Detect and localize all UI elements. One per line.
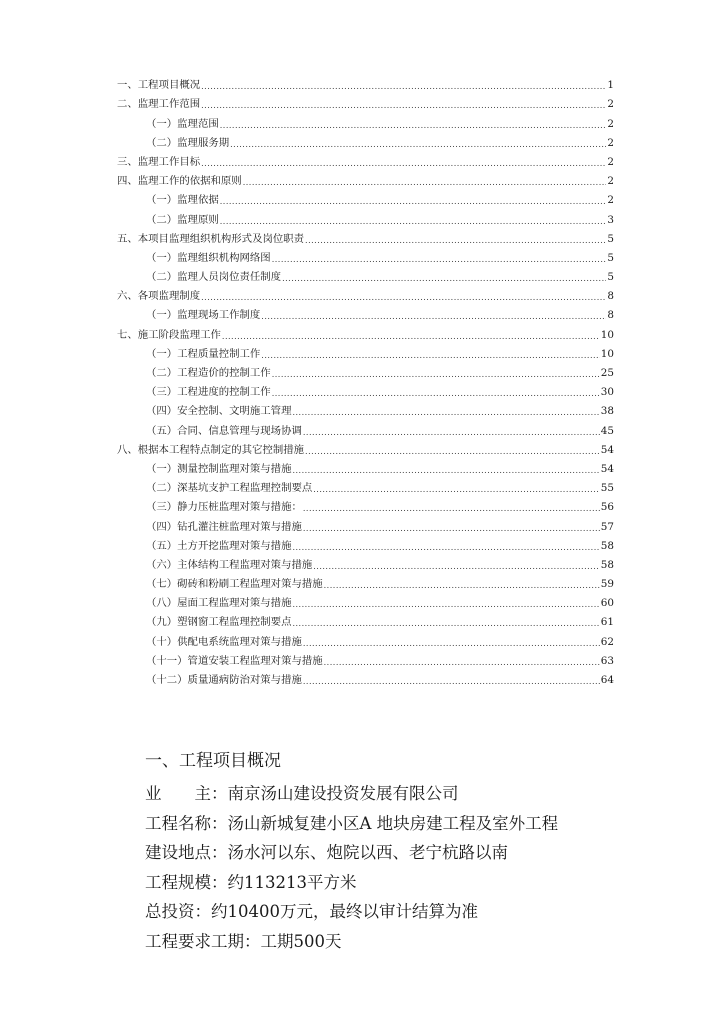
toc-dot-leader bbox=[220, 196, 607, 207]
toc-page-number: 59 bbox=[600, 578, 614, 591]
toc-entry-title: （十二）质量通病防治对策与措施 bbox=[146, 674, 302, 686]
toc-entry-title: （一）监理组织机构网络图 bbox=[146, 251, 271, 264]
toc-entry-title: （二）深基坑支护工程监理控制要点 bbox=[146, 482, 313, 495]
toc-entry-title: （十一）管道安装工程监理对策与措施 bbox=[146, 654, 323, 667]
toc-dot-leader bbox=[324, 580, 600, 591]
toc-page-number: 2 bbox=[607, 194, 614, 207]
toc-entry[interactable] bbox=[117, 610, 614, 629]
toc-page-number: 30 bbox=[600, 386, 614, 399]
toc-dot-leader bbox=[261, 311, 606, 322]
toc-page-number: 38 bbox=[600, 405, 614, 418]
toc-dot-leader bbox=[261, 350, 599, 361]
toc-entry[interactable] bbox=[117, 399, 614, 418]
toc-entry-title: 八、根据本工程特点制定的其它控制措施 bbox=[117, 443, 305, 456]
toc-entry[interactable] bbox=[117, 111, 614, 130]
toc-page-number: 10 bbox=[600, 328, 614, 341]
toc-entry-title: 五、本项目监理组织机构形式及岗位职责 bbox=[117, 232, 305, 245]
toc-dot-leader bbox=[303, 427, 600, 438]
toc-entry[interactable] bbox=[117, 457, 614, 476]
toc-entry[interactable] bbox=[117, 246, 614, 265]
project-info-row bbox=[145, 927, 705, 957]
toc-dot-leader bbox=[201, 158, 606, 169]
toc-entry[interactable] bbox=[117, 438, 614, 457]
toc-dot-leader bbox=[272, 254, 607, 265]
toc-entry[interactable] bbox=[117, 476, 614, 495]
toc-dot-leader bbox=[282, 273, 606, 284]
toc-entry[interactable] bbox=[117, 150, 614, 169]
toc-entry[interactable] bbox=[117, 265, 614, 284]
toc-dot-leader bbox=[292, 407, 599, 418]
table-of-contents bbox=[117, 73, 614, 687]
toc-page-number: 8 bbox=[607, 309, 614, 322]
toc-entry[interactable] bbox=[117, 342, 614, 361]
toc-entry-title: （一）监理依据 bbox=[146, 194, 219, 207]
toc-dot-leader bbox=[201, 81, 606, 92]
toc-page-number: 55 bbox=[600, 482, 614, 495]
toc-entry[interactable] bbox=[117, 495, 614, 514]
toc-dot-leader bbox=[313, 484, 600, 495]
toc-entry[interactable] bbox=[117, 92, 614, 111]
toc-page-number: 25 bbox=[600, 367, 614, 379]
toc-page-number: 62 bbox=[600, 635, 614, 648]
toc-page-number: 57 bbox=[600, 520, 614, 533]
toc-page-number: 45 bbox=[600, 424, 614, 437]
info-value: 汤山新城复建小区A 地块房建工程及室外工程 bbox=[227, 813, 559, 833]
toc-entry-title: （二）监理服务期 bbox=[146, 136, 230, 149]
toc-page-number: 2 bbox=[607, 155, 614, 168]
project-info-list bbox=[145, 779, 705, 956]
toc-dot-leader bbox=[313, 561, 600, 572]
toc-entry-title: （五）土方开挖监理对策与措施 bbox=[146, 539, 292, 552]
toc-dot-leader bbox=[292, 465, 599, 476]
toc-entry[interactable] bbox=[117, 591, 614, 610]
info-value: 约10400万元，最终以审计结算为准 bbox=[211, 902, 478, 921]
toc-entry-title: （九）塑钢窗工程监理控制要点 bbox=[146, 616, 292, 629]
project-info-row bbox=[145, 838, 705, 868]
toc-dot-leader bbox=[305, 446, 600, 457]
toc-page-number: 2 bbox=[607, 98, 614, 111]
toc-entry-title: 四、监理工作的依据和原则 bbox=[117, 175, 242, 188]
toc-entry-title: 六、各项监理制度 bbox=[117, 290, 201, 303]
toc-page-number: 61 bbox=[600, 616, 614, 629]
toc-entry-title: （一）工程质量控制工作 bbox=[146, 347, 261, 360]
project-info-row bbox=[145, 868, 705, 898]
toc-entry[interactable] bbox=[117, 361, 614, 380]
project-info-row bbox=[145, 897, 705, 927]
toc-page-number: 54 bbox=[600, 462, 614, 475]
toc-entry-title: （七）砌砖和粉刷工程监理对策与措施 bbox=[146, 578, 323, 591]
toc-entry-title: 三、监理工作目标 bbox=[117, 155, 201, 168]
toc-entry-title: 一、工程项目概况 bbox=[117, 79, 201, 92]
info-label: 工程规模： bbox=[145, 872, 228, 892]
toc-page-number: 2 bbox=[607, 117, 614, 130]
toc-entry[interactable] bbox=[117, 572, 614, 591]
toc-entry-title: 七、施工阶段监理工作 bbox=[117, 328, 221, 341]
toc-dot-leader bbox=[305, 235, 606, 246]
toc-page-number: 5 bbox=[607, 251, 614, 264]
toc-dot-leader bbox=[292, 599, 599, 610]
toc-entry-title: （八）屋面工程监理对策与措施 bbox=[146, 597, 292, 610]
toc-entry[interactable] bbox=[117, 322, 614, 341]
toc-entry-title: （五）合同、信息管理与现场协调 bbox=[146, 424, 302, 437]
toc-page-number: 2 bbox=[607, 136, 614, 149]
toc-entry[interactable] bbox=[117, 380, 614, 399]
info-value: 南京汤山建设投资发展有限公司 bbox=[227, 784, 459, 803]
toc-dot-leader bbox=[303, 676, 600, 687]
project-overview-section bbox=[145, 745, 705, 956]
toc-entry-title: （二）监理人员岗位责任制度 bbox=[146, 271, 282, 284]
toc-dot-leader bbox=[220, 120, 607, 131]
toc-entry[interactable] bbox=[117, 303, 614, 322]
toc-entry-title: （四）安全控制、文明施工管理 bbox=[146, 405, 292, 418]
toc-dot-leader bbox=[230, 139, 606, 150]
toc-dot-leader bbox=[220, 216, 607, 227]
toc-entry-title: （二）工程造价的控制工作 bbox=[146, 367, 271, 379]
toc-dot-leader bbox=[201, 292, 606, 303]
toc-entry[interactable] bbox=[117, 534, 614, 553]
toc-entry-title: （六）主体结构工程监理对策与措施 bbox=[146, 558, 313, 571]
info-label: 工程要求工期： bbox=[145, 931, 261, 951]
toc-entry[interactable] bbox=[117, 649, 614, 668]
toc-page-number: 63 bbox=[600, 654, 614, 667]
info-label: 工程名称： bbox=[145, 813, 228, 833]
toc-page-number: 60 bbox=[600, 597, 614, 610]
toc-entry[interactable] bbox=[117, 207, 614, 226]
info-value: 汤水河以东、炮院以西、老宁杭路以南 bbox=[227, 843, 508, 862]
toc-page-number: 56 bbox=[600, 501, 614, 514]
toc-entry[interactable] bbox=[117, 188, 614, 207]
toc-entry[interactable] bbox=[117, 227, 614, 246]
toc-dot-leader bbox=[243, 177, 607, 188]
toc-page-number: 2 bbox=[607, 175, 614, 188]
toc-entry[interactable] bbox=[117, 668, 614, 687]
toc-page-number: 5 bbox=[607, 232, 614, 245]
info-label: 业 主： bbox=[145, 784, 228, 803]
toc-entry-title: 二、监理工作范围 bbox=[117, 98, 201, 111]
toc-page-number: 54 bbox=[600, 443, 614, 456]
toc-entry-title: （二）监理原则 bbox=[146, 213, 219, 226]
toc-page-number: 1 bbox=[607, 79, 614, 92]
info-label: 建设地点： bbox=[145, 843, 228, 862]
toc-entry[interactable] bbox=[117, 284, 614, 303]
toc-page-number: 8 bbox=[607, 290, 614, 303]
info-value: 工期500天 bbox=[260, 931, 342, 951]
toc-dot-leader bbox=[272, 388, 600, 399]
toc-page-number: 3 bbox=[607, 213, 614, 226]
toc-dot-leader bbox=[303, 503, 600, 514]
project-info-row bbox=[145, 809, 705, 839]
toc-entry-title: （十）供配电系统监理对策与措施 bbox=[146, 635, 302, 648]
project-info-row bbox=[145, 779, 705, 809]
toc-page-number: 58 bbox=[600, 558, 614, 571]
info-value: 约113213平方米 bbox=[227, 872, 357, 892]
toc-entry[interactable] bbox=[117, 629, 614, 648]
toc-entry-title: （一）测量控制监理对策与措施 bbox=[146, 462, 292, 475]
toc-page-number: 10 bbox=[600, 347, 614, 360]
toc-entry[interactable] bbox=[117, 73, 614, 92]
toc-page-number: 64 bbox=[600, 674, 614, 686]
toc-dot-leader bbox=[292, 618, 599, 629]
info-label: 总投资： bbox=[145, 902, 211, 921]
toc-dot-leader bbox=[201, 100, 606, 111]
toc-page-number: 5 bbox=[607, 271, 614, 284]
toc-entry-title: （三）工程进度的控制工作 bbox=[146, 386, 271, 399]
toc-dot-leader bbox=[272, 369, 600, 380]
toc-dot-leader bbox=[292, 542, 599, 553]
toc-dot-leader bbox=[324, 657, 600, 668]
toc-entry[interactable] bbox=[117, 553, 614, 572]
toc-entry[interactable] bbox=[117, 514, 614, 533]
toc-entry[interactable] bbox=[117, 131, 614, 150]
toc-entry[interactable] bbox=[117, 169, 614, 188]
toc-entry-title: （一）监理范围 bbox=[146, 117, 219, 130]
toc-entry[interactable] bbox=[117, 418, 614, 437]
section-title: 一、工程项目概况 bbox=[145, 751, 281, 771]
toc-entry-title: （三）静力压桩监理对策与措施： bbox=[146, 501, 302, 514]
toc-page-number: 58 bbox=[600, 539, 614, 552]
toc-entry-title: （四）钻孔灌注桩监理对策与措施 bbox=[146, 520, 302, 533]
toc-dot-leader bbox=[222, 331, 600, 342]
toc-entry-title: （一）监理现场工作制度 bbox=[146, 309, 261, 322]
toc-dot-leader bbox=[303, 638, 600, 649]
toc-dot-leader bbox=[303, 523, 600, 534]
